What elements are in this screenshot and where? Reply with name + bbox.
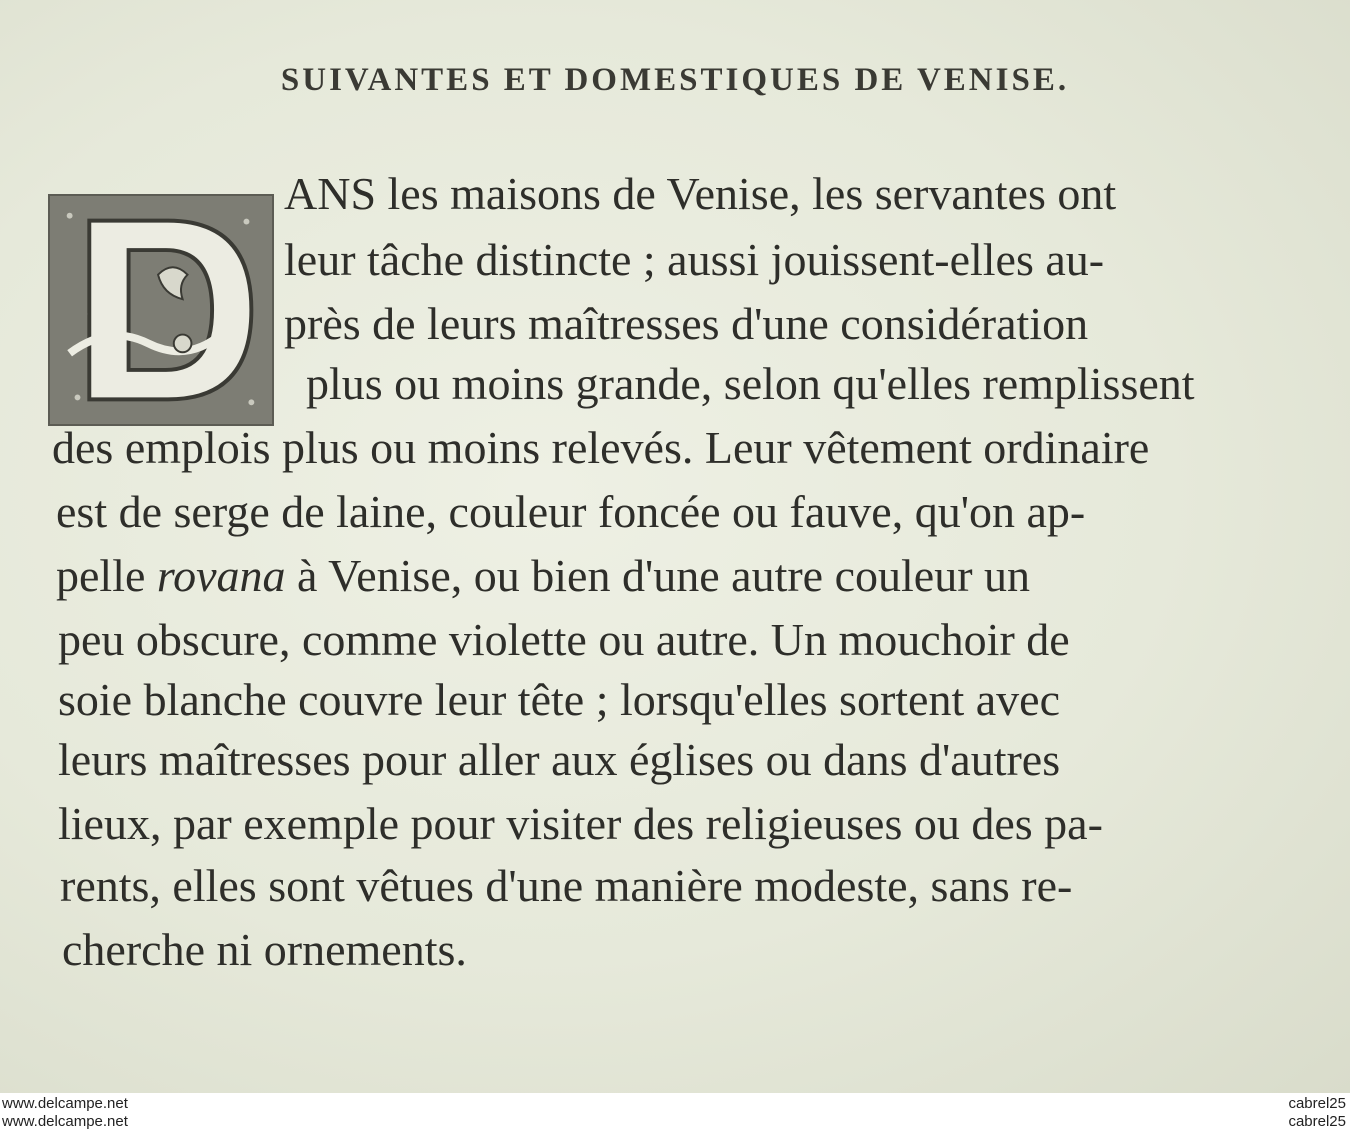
text-line: est de serge de laine, couleur foncée ou fauve, qu'on ap- [56, 486, 1086, 537]
watermark-seller: cabrel25 [1288, 1113, 1346, 1130]
watermark-site: www.delcampe.net [2, 1095, 128, 1112]
page-title: SUIVANTES ET DOMESTIQUES DE VENISE. [280, 62, 1070, 98]
text-segment: à Venise, ou bien d'une autre couleur un [285, 550, 1031, 601]
text-line: plus ou moins grande, selon qu'elles remplissent [306, 358, 1195, 409]
text-line: lieux, par exemple pour visiter des religieuses ou des pa- [58, 798, 1103, 849]
text-line: rents, elles sont vêtues d'une manière modeste, sans re- [60, 860, 1073, 911]
text-line-with-italic [56, 548, 1030, 604]
text-line: près de leurs maîtresses d'une considération [284, 298, 1089, 349]
text-line: cherche ni ornements. [62, 924, 467, 975]
watermark-seller: cabrel25 [1288, 1095, 1346, 1112]
text-line: soie blanche couvre leur tête ; lorsqu'elles sortent avec [58, 674, 1061, 725]
text-line: leurs maîtresses pour aller aux églises ou dans d'autres [58, 734, 1061, 785]
text-line: leur tâche distincte ; aussi jouissent-elles au- [284, 234, 1105, 285]
watermark-bar [0, 1093, 1350, 1132]
text-line: peu obscure, comme violette ou autre. Un mouchoir de [58, 614, 1070, 665]
watermark-site: www.delcampe.net [2, 1113, 128, 1130]
dropcap-ornament-icon [50, 196, 272, 424]
italic-term: rovana [156, 550, 286, 601]
decorated-initial-d [48, 194, 274, 426]
text-line: ANS les maisons de Venise, les servantes ont [284, 168, 1117, 219]
text-segment: pelle [56, 550, 157, 601]
text-line: des emplois plus ou moins relevés. Leur vêtement ordinaire [52, 422, 1150, 473]
